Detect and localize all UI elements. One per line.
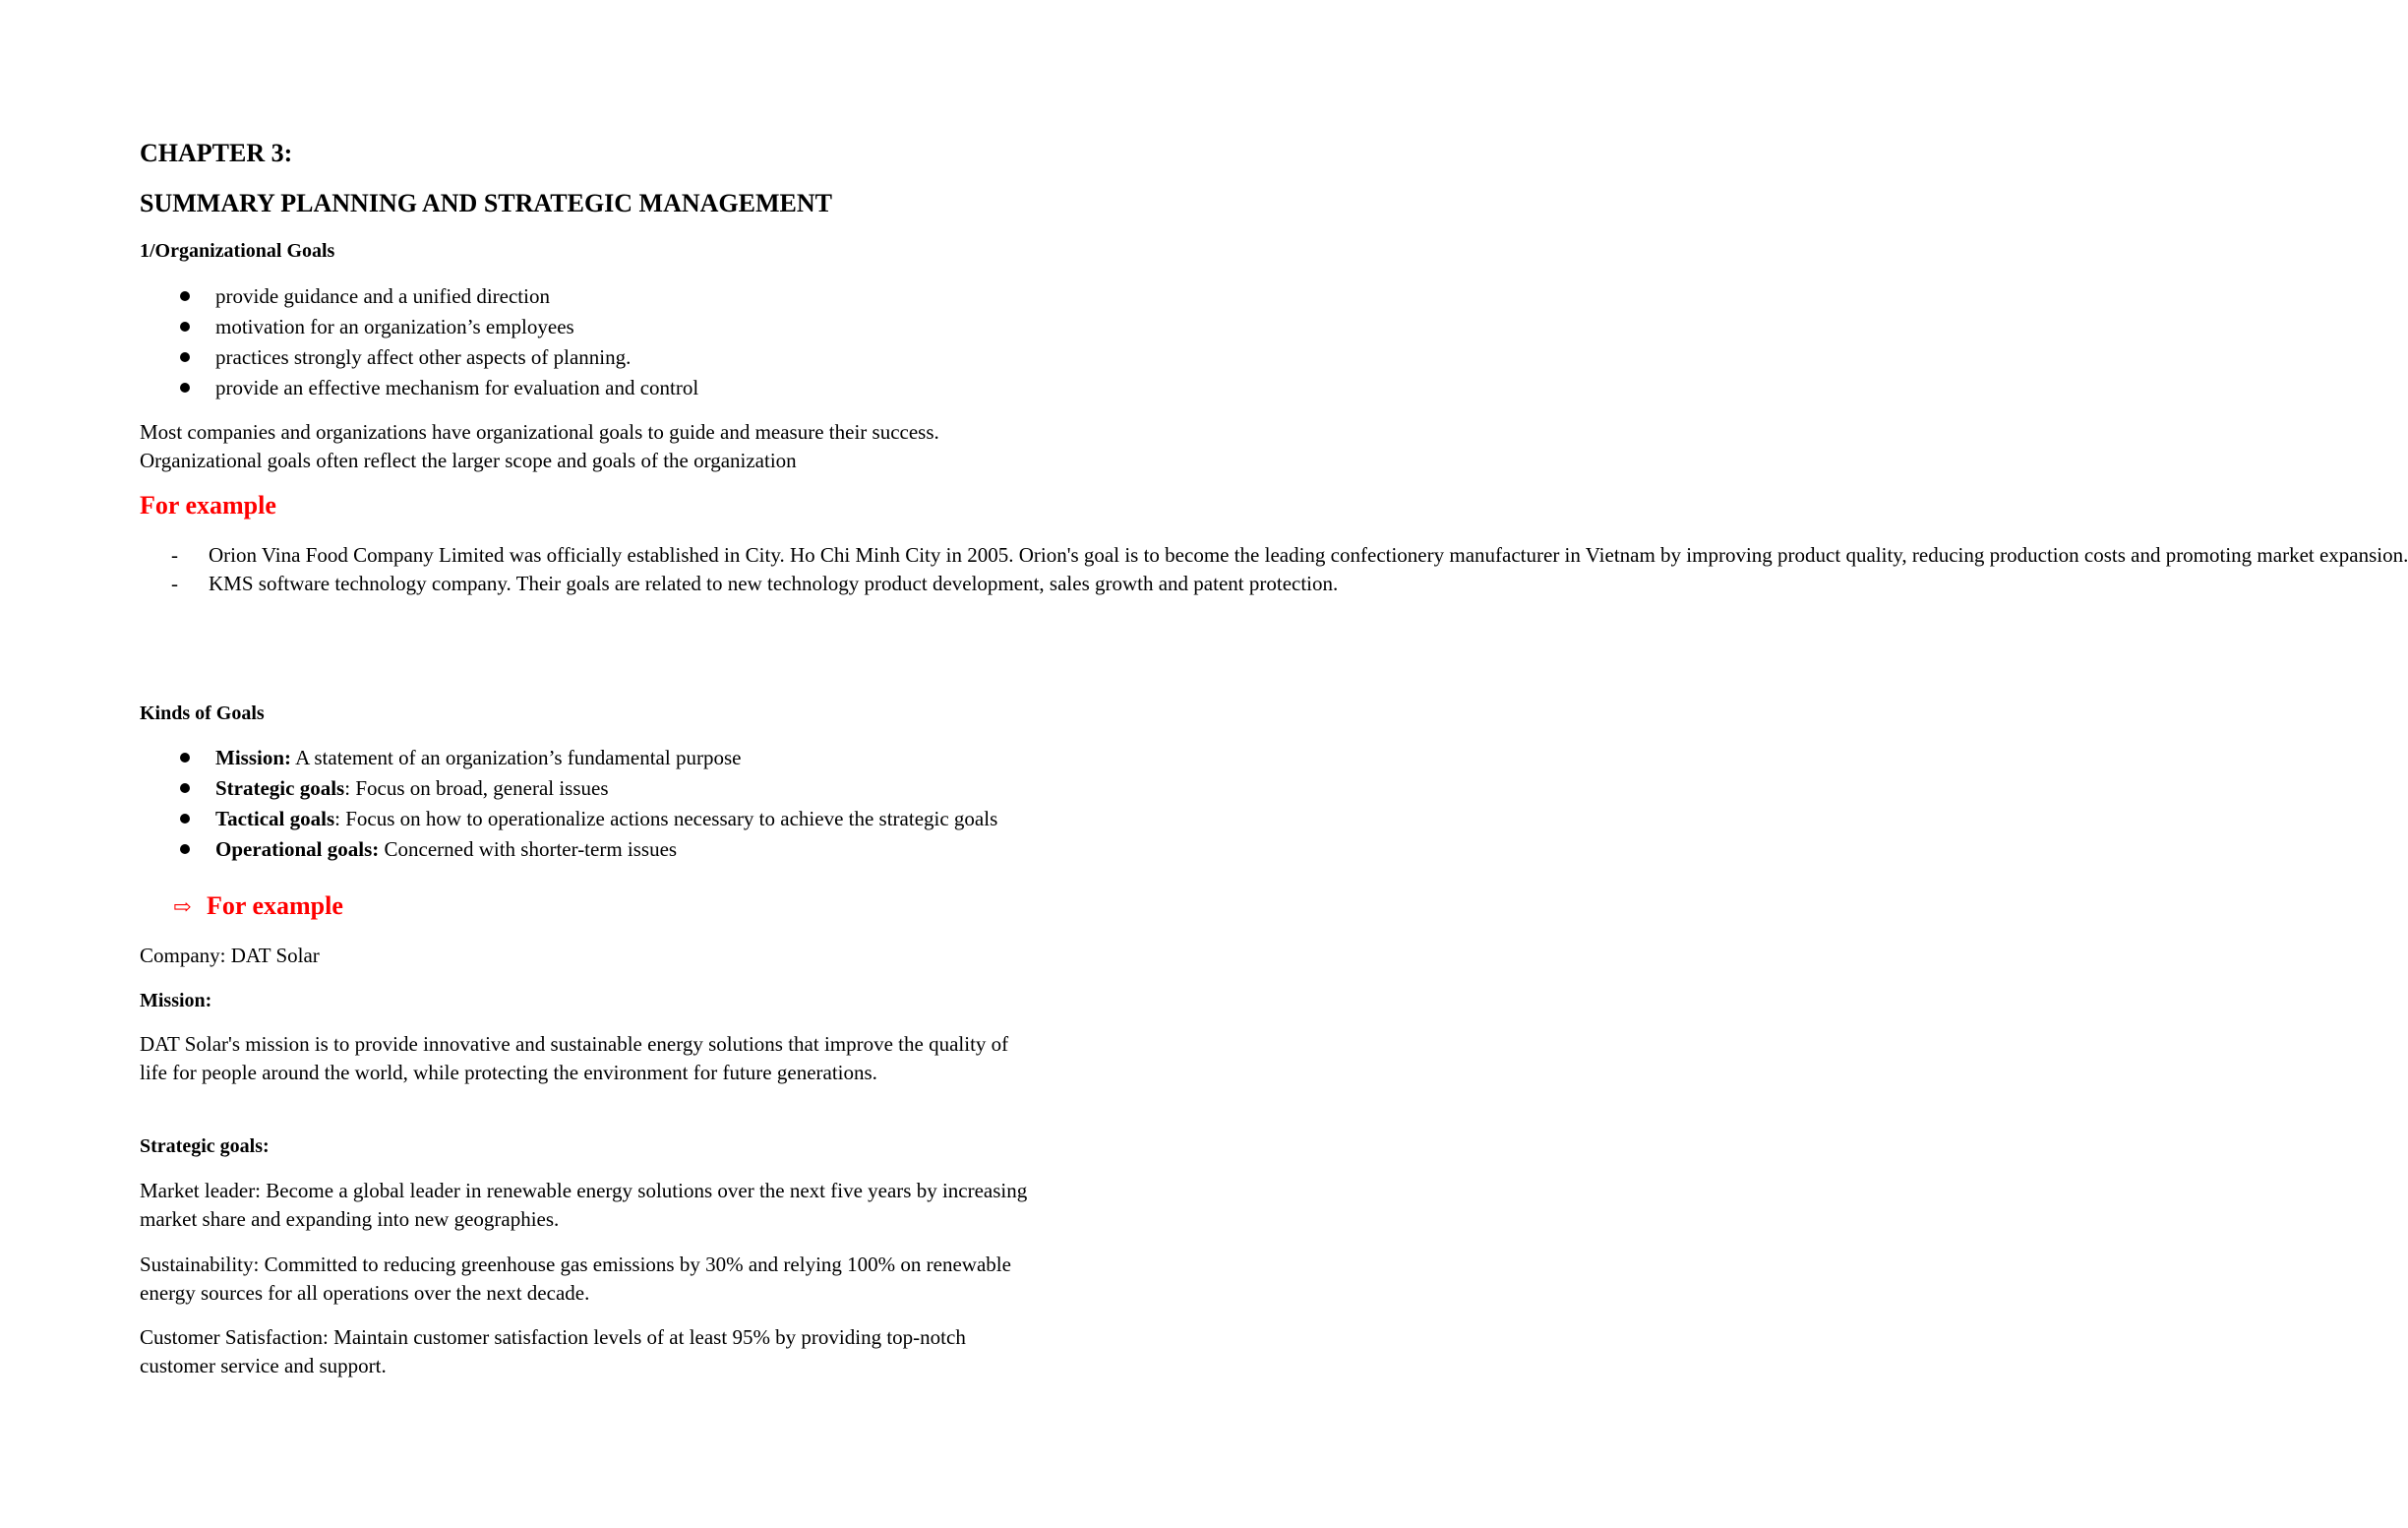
example-heading: For example <box>140 491 276 520</box>
chapter-heading: CHAPTER 3: <box>140 139 293 167</box>
strategic-goal-paragraph: Market leader: Become a global leader in renewable energy solutions over the next five years by increasing market share and expanding into new geographies. <box>140 1179 1028 1231</box>
bullet-icon <box>180 844 190 854</box>
strategic-goal-paragraph: Sustainability: Committed to reducing greenhouse gas emissions by 30% and relying 100% on renewable energy sources for all operations over the next decade. <box>140 1253 1011 1305</box>
paragraph-line: Organizational goals often reflect the larger scope and goals of the organization <box>140 449 797 472</box>
bullet-icon <box>180 783 190 793</box>
example-heading-2: ⇨ For example <box>140 891 343 921</box>
goal-term: Strategic goals <box>215 776 345 800</box>
list-item: practices strongly affect other aspects of planning. <box>140 342 698 373</box>
goal-term: Mission: <box>215 746 292 769</box>
strategic-goal-paragraph: Customer Satisfaction: Maintain customer satisfaction levels of at least 95% by providing top-notch customer service and support. <box>140 1325 966 1377</box>
list-item: Tactical goals: Focus on how to operationalize actions necessary to achieve the strategic goals <box>140 804 1052 834</box>
list-item: Operational goals: Concerned with shorter-term issues <box>140 834 1052 865</box>
example-list <box>140 541 2408 598</box>
bullet-icon <box>180 352 190 362</box>
bullet-icon <box>180 322 190 332</box>
mission-heading: Mission: <box>140 990 212 1011</box>
section-heading-kinds-of-goals: Kinds of Goals <box>140 703 265 724</box>
organizational-goals-list <box>140 281 698 403</box>
mission-paragraph: DAT Solar's mission is to provide innovative and sustainable energy solutions that improve the quality of life for people around the world, while protecting the environment for future generations. <box>140 1032 1009 1084</box>
document-title: SUMMARY PLANNING AND STRATEGIC MANAGEMENT <box>140 189 832 217</box>
dash-marker: - <box>171 572 178 595</box>
list-item: - KMS software technology company. Their goals are related to new technology product development, sales growth and patent protection. <box>140 570 1035 598</box>
organizational-goals-paragraph <box>140 418 939 475</box>
bullet-icon <box>180 291 190 301</box>
bullet-icon <box>180 753 190 763</box>
right-arrow-icon: ⇨ <box>173 894 192 919</box>
list-item: provide guidance and a unified direction <box>140 281 698 312</box>
list-item: provide an effective mechanism for evaluation and control <box>140 373 698 403</box>
section-heading-organizational-goals: 1/Organizational Goals <box>140 240 335 262</box>
goal-term: Operational goals: <box>215 837 380 861</box>
list-item: - Orion Vina Food Company Limited was officially established in City. Ho Chi Minh City in 2005. Orion's goal is to become the leading confectionery manufacturer in Vietnam by improving product quality, reducing production costs and promoting market expansion. <box>140 541 1035 570</box>
bullet-icon <box>180 383 190 393</box>
list-item: motivation for an organization’s employees <box>140 312 698 342</box>
goal-term: Tactical goals <box>215 807 335 830</box>
bullet-icon <box>180 814 190 824</box>
dash-marker: - <box>171 543 178 567</box>
paragraph-line: Most companies and organizations have organizational goals to guide and measure their success. <box>140 420 939 444</box>
kinds-of-goals-list <box>140 743 1052 865</box>
list-item: Mission: A statement of an organization’s fundamental purpose <box>140 743 1052 773</box>
company-line: Company: DAT Solar <box>140 944 320 967</box>
strategic-goals-heading: Strategic goals: <box>140 1135 270 1157</box>
list-item: Strategic goals: Focus on broad, general issues <box>140 773 1052 804</box>
